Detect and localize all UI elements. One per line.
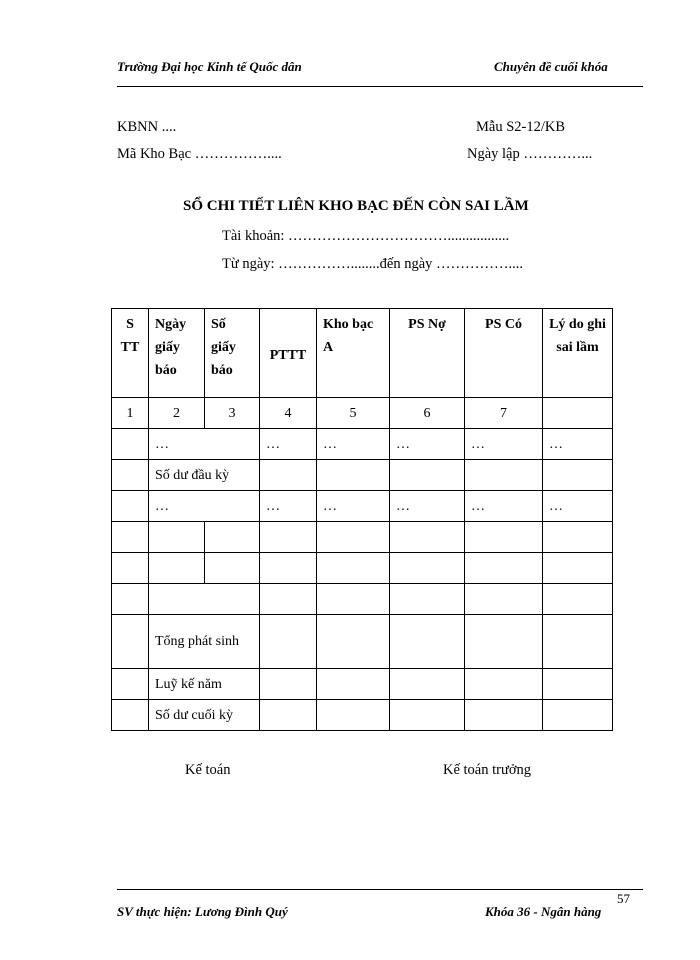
cell: … [317, 429, 390, 460]
cell-label: Số dư cuối kỳ [149, 700, 260, 731]
cell [260, 700, 317, 731]
cell-stt [112, 615, 149, 669]
cell-stt [112, 522, 149, 553]
cell [317, 522, 390, 553]
account-line: Tài khoản: ……………………………................. [222, 228, 510, 244]
col-header-payment-method: PTTT [260, 309, 317, 398]
cell [390, 669, 465, 700]
header-topic: Chuyên đề cuối khóa [494, 59, 608, 74]
cell [260, 584, 317, 615]
cell [543, 615, 613, 669]
cell [317, 460, 390, 491]
col-header-treasury-a: Kho bạc A [317, 309, 390, 398]
cell [317, 615, 390, 669]
cell [260, 460, 317, 491]
cell: … [465, 429, 543, 460]
table-row [112, 584, 613, 615]
col-header-stt: S TT [112, 309, 149, 398]
col-number: 2 [149, 398, 205, 429]
cell: … [543, 429, 613, 460]
cell: … [317, 491, 390, 522]
cell [260, 522, 317, 553]
cell-stt [112, 553, 149, 584]
cell: … [260, 429, 317, 460]
table-header-row [112, 309, 613, 398]
col-header-error-reason: Lý do ghi sai lầm [543, 309, 613, 398]
cell [390, 522, 465, 553]
cell [543, 700, 613, 731]
table-row [112, 553, 613, 584]
cell [260, 553, 317, 584]
col-header-credit: PS Có [465, 309, 543, 398]
cell-stt [112, 491, 149, 522]
col-header-notice-number: Số giấy báo [205, 309, 260, 398]
footer-student: SV thực hiện: Lương Đình Quý [117, 904, 288, 919]
signature-accountant: Kế toán [185, 762, 231, 778]
cell [543, 460, 613, 491]
cell-label [149, 584, 260, 615]
cell: … [260, 491, 317, 522]
cell [390, 615, 465, 669]
cell-label: … [149, 491, 260, 522]
cell [317, 553, 390, 584]
cell [465, 615, 543, 669]
col-header-debit: PS Nợ [390, 309, 465, 398]
cell-stt [112, 700, 149, 731]
cell-stt [112, 460, 149, 491]
cell: … [390, 429, 465, 460]
table-row [112, 491, 613, 522]
table-row-ytd [112, 669, 613, 700]
ledger-table [111, 308, 613, 731]
table-row-closing [112, 700, 613, 731]
cell: … [465, 491, 543, 522]
column-number-row [112, 398, 613, 429]
cell-stt [112, 669, 149, 700]
document-title: SỔ CHI TIẾT LIÊN KHO BẠC ĐẾN CÒN SAI LẦM [183, 198, 529, 214]
cell [149, 522, 205, 553]
cell [260, 669, 317, 700]
period-line: Từ ngày: ……………........đến ngày …………….... [222, 256, 524, 272]
page-number: 57 [617, 891, 630, 906]
cell [317, 669, 390, 700]
cell [149, 553, 205, 584]
cell [390, 553, 465, 584]
cell-stt [112, 429, 149, 460]
template-code: Mẫu S2-12/KB [476, 119, 566, 135]
table-row-total [112, 615, 613, 669]
treasury-code: Mã Kho Bạc …………….... [117, 146, 282, 162]
table-row [112, 429, 613, 460]
header-school: Trường Đại học Kinh tế Quốc dân [117, 59, 302, 74]
cell [465, 584, 543, 615]
cell [543, 553, 613, 584]
col-number: 4 [260, 398, 317, 429]
cell-label: Luỹ kế năm [149, 669, 260, 700]
kbnn-label: KBNN .... [117, 119, 177, 135]
col-header-notice-date: Ngày giấy báo [149, 309, 205, 398]
cell [317, 584, 390, 615]
cell [390, 460, 465, 491]
cell [205, 522, 260, 553]
cell-label: Số dư đầu kỳ [149, 460, 260, 491]
table-row [112, 522, 613, 553]
cell [465, 700, 543, 731]
date-made: Ngày lập …………... [467, 146, 593, 162]
cell [465, 522, 543, 553]
col-number: 6 [390, 398, 465, 429]
footer-rule [117, 889, 643, 890]
cell-label: … [149, 429, 260, 460]
cell [465, 669, 543, 700]
cell [390, 700, 465, 731]
cell [317, 700, 390, 731]
cell [390, 584, 465, 615]
col-number [543, 398, 613, 429]
cell [465, 553, 543, 584]
cell [205, 553, 260, 584]
cell: … [390, 491, 465, 522]
header-rule [117, 86, 643, 87]
cell [543, 584, 613, 615]
signature-chief-accountant: Kế toán trưởng [443, 762, 532, 778]
col-number: 1 [112, 398, 149, 429]
col-number: 5 [317, 398, 390, 429]
cell [543, 669, 613, 700]
cell [543, 522, 613, 553]
cell-stt [112, 584, 149, 615]
footer-course: Khóa 36 - Ngân hàng [485, 904, 602, 919]
table-row [112, 460, 613, 491]
col-number: 3 [205, 398, 260, 429]
col-number: 7 [465, 398, 543, 429]
cell: … [543, 491, 613, 522]
cell [465, 460, 543, 491]
cell [260, 615, 317, 669]
cell-label: Tổng phát sinh [149, 615, 260, 669]
